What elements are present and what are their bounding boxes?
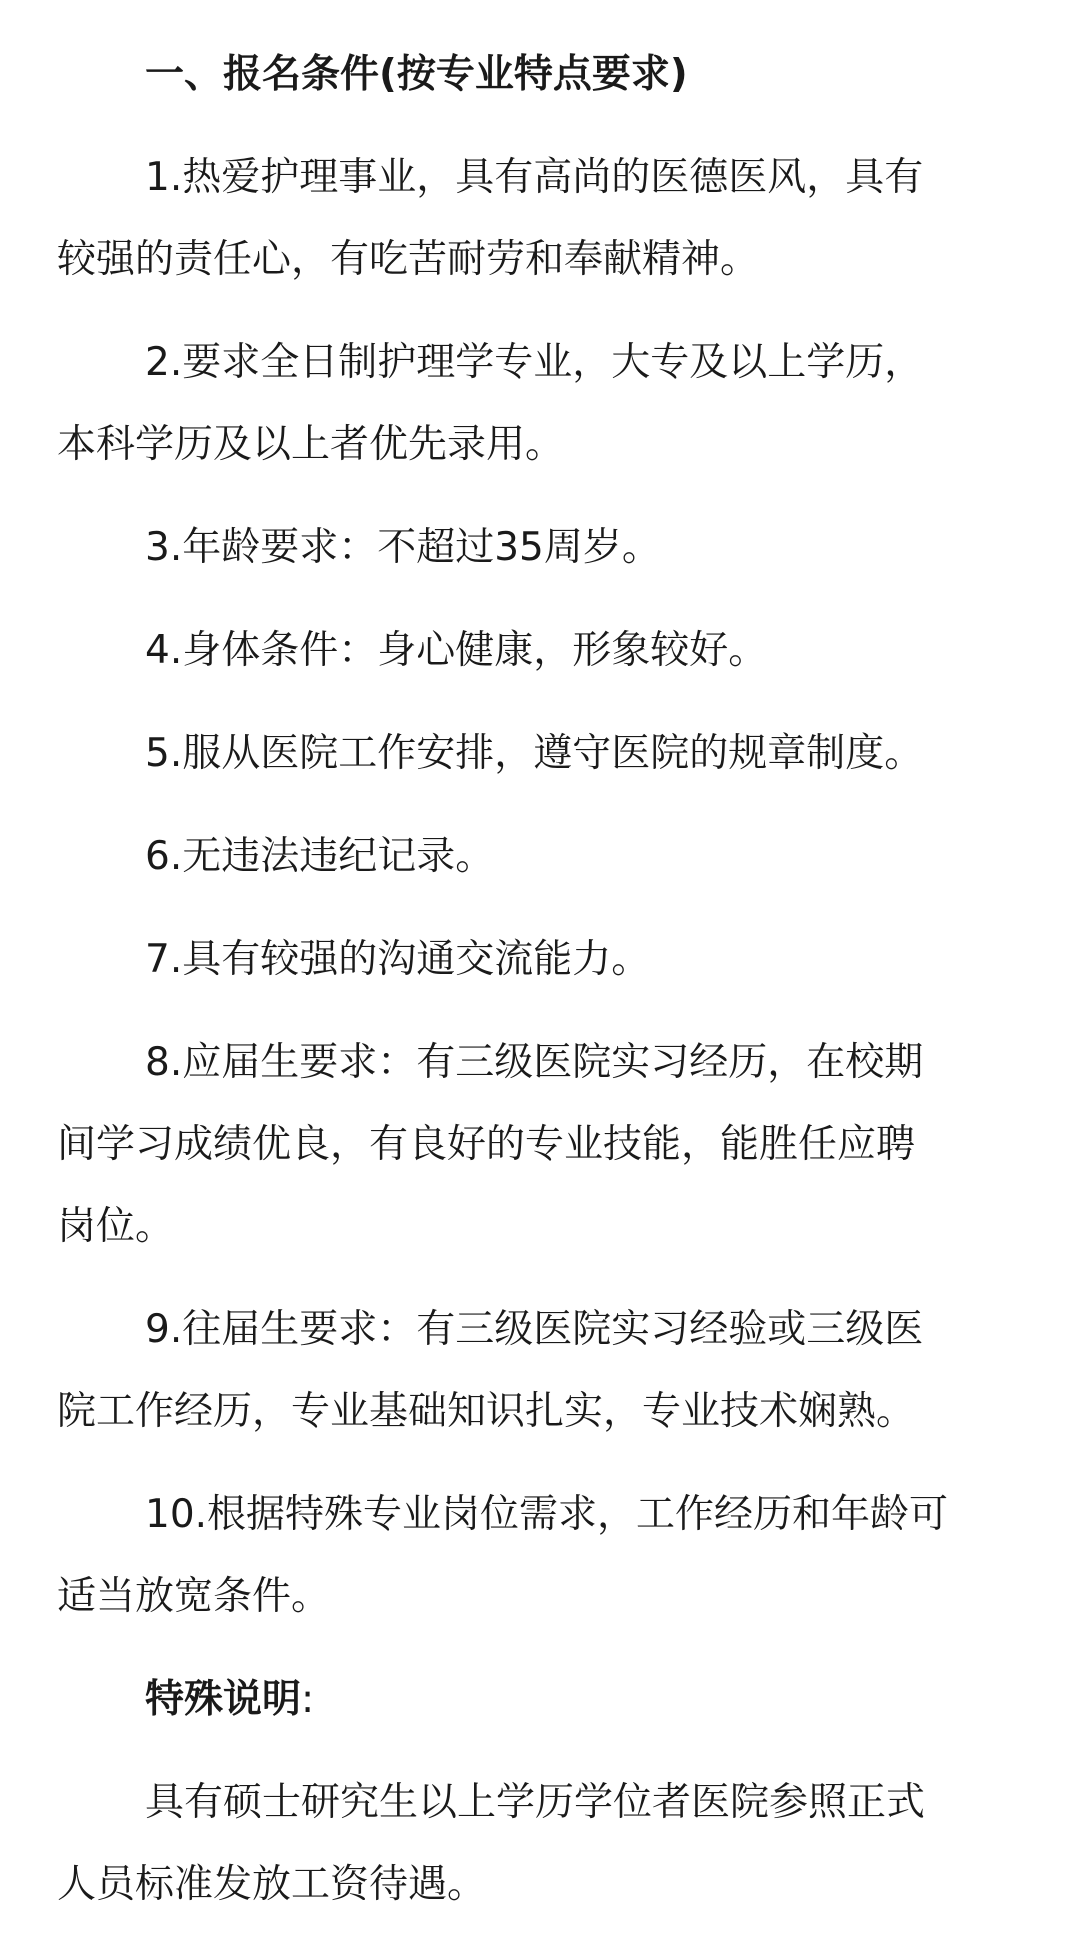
- requirement-item-2: [57, 322, 1037, 486]
- text-line: 人员标准发放工资待遇。: [57, 1862, 487, 1907]
- text-line: 6.无违法违纪记录。: [145, 834, 495, 879]
- special-note-heading: [57, 1659, 1037, 1741]
- text-line: 岗位。: [57, 1204, 175, 1249]
- text-line: 较强的责任心，有吃苦耐劳和奉献精神。: [57, 237, 760, 282]
- text-line: 2.要求全日制护理学专业，大专及以上学历，: [145, 340, 924, 385]
- requirement-item-6: [57, 816, 1037, 898]
- text-line: 适当放宽条件。: [57, 1574, 331, 1619]
- section-heading: 一、报名条件(按专业特点要求): [145, 52, 688, 97]
- requirement-item-10: [57, 1474, 1037, 1638]
- special-note-body: [57, 1762, 1037, 1926]
- requirement-item-4: [57, 610, 1037, 692]
- requirement-item-1: [57, 137, 1037, 301]
- text-line: 7.具有较强的沟通交流能力。: [145, 937, 651, 982]
- text-line: 3.年龄要求：不超过35周岁。: [145, 525, 661, 570]
- text-line: 5.服从医院工作安排，遵守医院的规章制度。: [145, 731, 924, 776]
- text-line: 1.热爱护理事业，具有高尚的医德医风，具有: [145, 155, 924, 200]
- text-line: 10.根据特殊专业岗位需求，工作经历和年龄可: [145, 1492, 949, 1537]
- requirement-item-8: [57, 1022, 1037, 1268]
- special-note-title: 特殊说明: [145, 1677, 302, 1722]
- text-line: 间学习成绩优良，有良好的专业技能，能胜任应聘: [57, 1122, 916, 1167]
- text-line: 本科学历及以上者优先录用。: [57, 422, 565, 467]
- requirement-item-7: [57, 919, 1037, 1001]
- document-body: [57, 34, 1037, 1947]
- requirement-item-3: [57, 507, 1037, 589]
- text-line: 具有硕士研究生以上学历学位者医院参照正式: [145, 1780, 926, 1825]
- text-line: 8.应届生要求：有三级医院实习经历，在校期: [145, 1040, 924, 1085]
- requirement-item-9: [57, 1289, 1037, 1453]
- text-line: 4.身体条件：身心健康，形象较好。: [145, 628, 768, 673]
- special-note-colon: :: [301, 1677, 315, 1722]
- text-line: 院工作经历，专业基础知识扎实，专业技术娴熟。: [57, 1389, 916, 1434]
- requirement-item-5: [57, 713, 1037, 795]
- text-line: 9.往届生要求：有三级医院实习经验或三级医: [145, 1307, 924, 1352]
